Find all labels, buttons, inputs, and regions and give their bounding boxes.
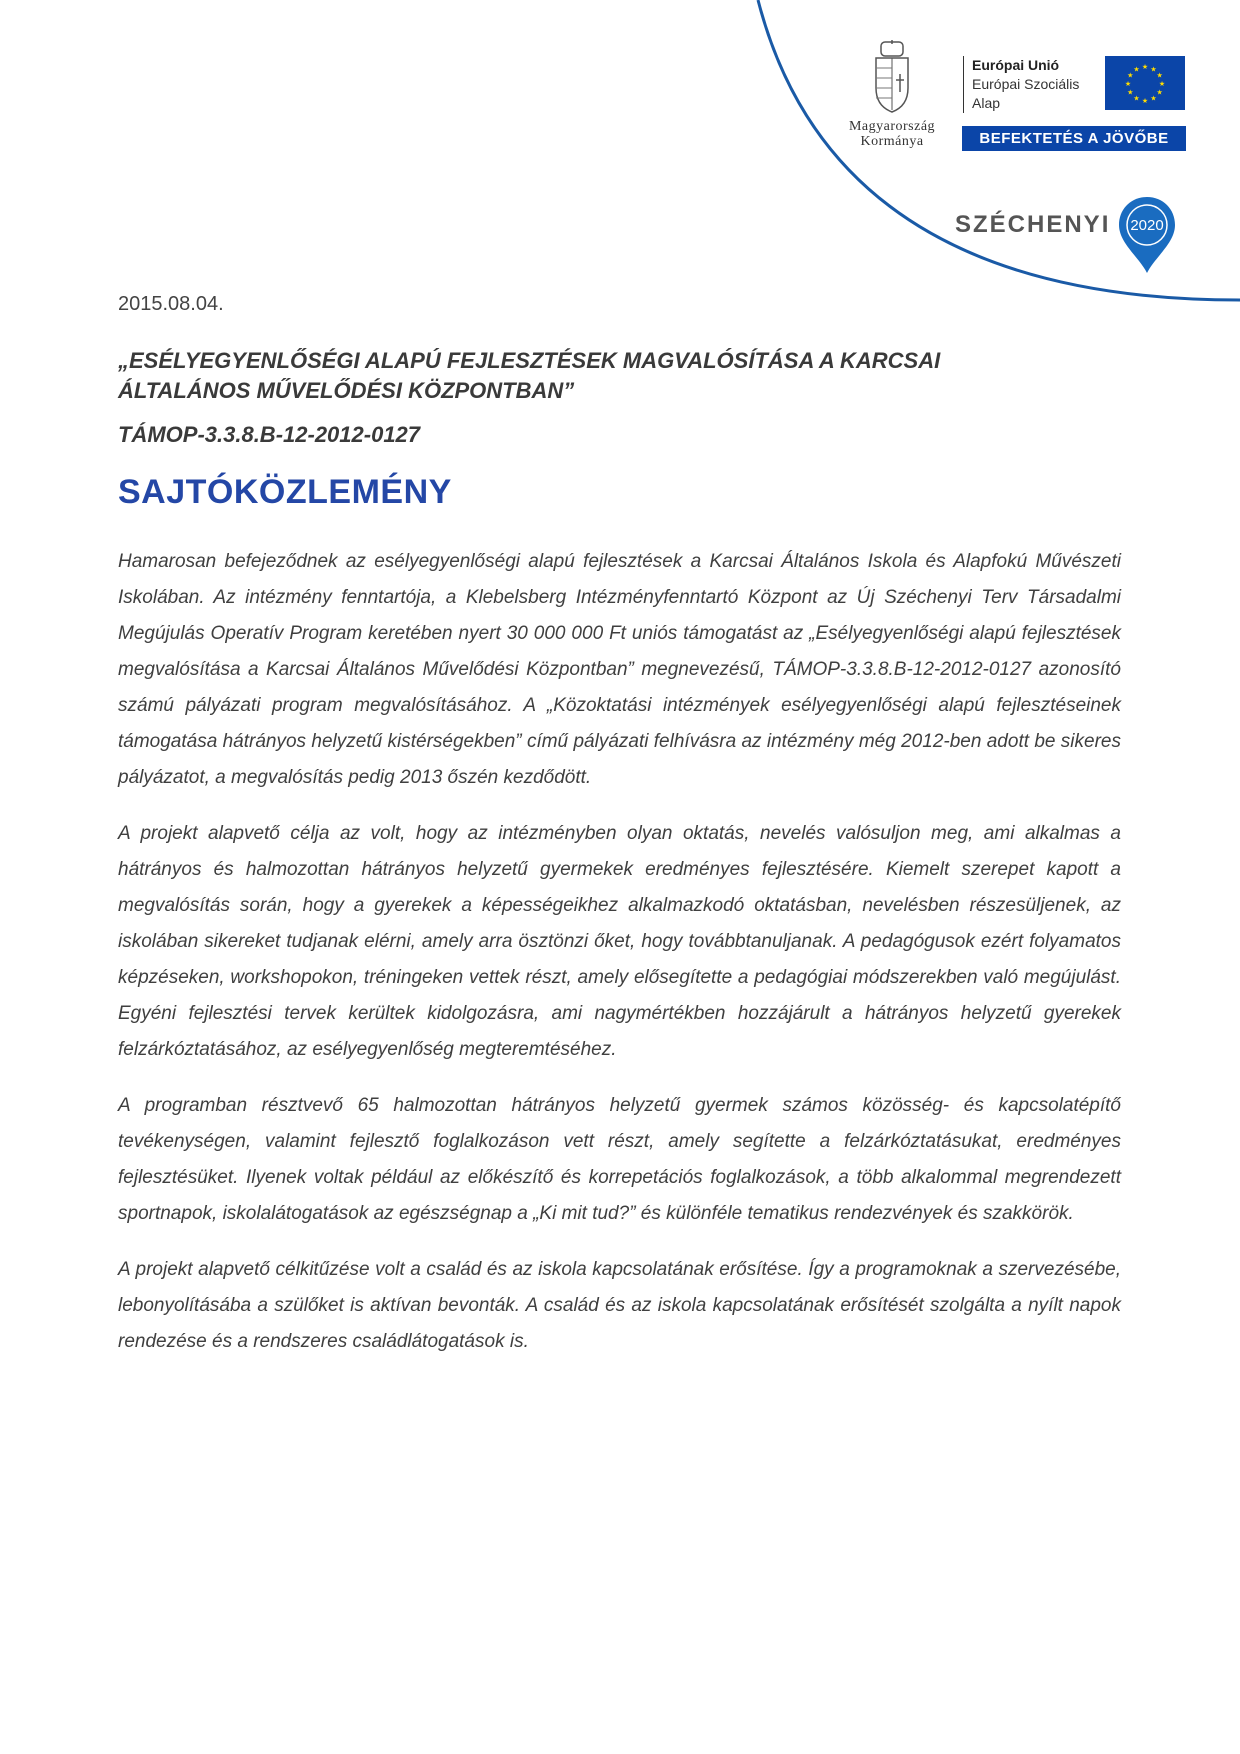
befektetes-banner: BEFEKTETÉS A JÖVŐBE [962, 126, 1186, 151]
eu-star: ★ [1156, 72, 1163, 80]
document-title [118, 346, 940, 406]
eu-star: ★ [1133, 95, 1140, 103]
eu-star: ★ [1150, 66, 1157, 74]
government-label-line1: Magyarország [848, 119, 936, 134]
government-label-line2: Kormánya [860, 134, 924, 149]
szechenyi-2020-pin-icon [1117, 195, 1177, 275]
government-logo [830, 40, 954, 149]
szechenyi-logo-text: SZÉCHENYI [955, 211, 1111, 238]
project-code: TÁMOP-3.3.8.B-12-2012-0127 [118, 422, 421, 447]
eu-star: ★ [1127, 72, 1134, 80]
eu-star: ★ [1133, 66, 1140, 74]
eu-star: ★ [1141, 64, 1149, 71]
coat-of-arms-icon [870, 40, 914, 114]
eu-label-line2: Európai Szociális [972, 76, 1080, 92]
eu-star: ★ [1150, 95, 1157, 103]
eu-flag-icon [1105, 56, 1185, 110]
eu-label-line1: Európai Unió [972, 57, 1060, 73]
title-line-1: „ESÉLYEGYENLŐSÉGI ALAPÚ FEJLESZTÉSEK MAGVALÓSÍTÁSA A KARCSAI [118, 348, 941, 373]
document-date: 2015.08.04. [118, 293, 224, 315]
eu-star: ★ [1124, 81, 1132, 88]
szechenyi-year: 2020 [1130, 217, 1164, 234]
eu-star: ★ [1156, 89, 1163, 97]
eu-label-line3: Alap [972, 95, 1001, 111]
paragraph-2: A projekt alapvető célja az volt, hogy az intézményben olyan oktatás, nevelés valósuljon meg, ami alkalmas a hátrányos és halmozottan hátrányos helyzetű gyermekek eredményes fejlesztésére. Kiemelt szerepet kapott a megvalósítás során, hogy a gyerekek a képességeikhez alkalmazkodó oktatásban, nevelésben részesüljenek, az iskolában sikereket tudjanak elérni, amely arra ösztönzi őket, hogy továbbtanuljanak. A pedagógusok ezért folyamatos képzéseken, workshopokon, tréningeken vettek részt, amely elősegítette a pedagógiai módszerekben való megújulást. Egyéni fejlesztési tervek kerültek kidolgozásra, ami nagymértékben hozzájárult a hátrányos helyzetű gyerekek felzárkóztatásához, az esélyegyenlőség megteremtéséhez. [118, 823, 1121, 1060]
document-body [118, 544, 1121, 1380]
eu-star: ★ [1158, 81, 1166, 88]
eu-star: ★ [1127, 89, 1134, 97]
paragraph-3: A programban résztvevő 65 halmozottan hátrányos helyzetű gyermek számos közösség- és kapcsolatépítő tevékenységen, valamint fejlesztő foglalkozáson vett részt, amely segítette a felzárkóztatásukat, eredményes fejlesztésüket. Ilyenek voltak például az előkészítő és korrepetációs foglalkozások, a több alkalommal megrendezett sportnapok, iskolalátogatások az egészségnap a „Ki mit tud?” és különféle tematikus rendezvények és szakkörök. [118, 1095, 1121, 1224]
eu-star: ★ [1141, 98, 1149, 105]
eu-text-block [963, 56, 1102, 113]
press-release-heading: SAJTÓKÖZLEMÉNY [118, 473, 452, 511]
header-arc [0, 0, 1240, 320]
title-line-2: ÁLTALÁNOS MŰVELŐDÉSI KÖZPONTBAN” [118, 378, 575, 403]
paragraph-1: Hamarosan befejeződnek az esélyegyenlőségi alapú fejlesztések a Karcsai Általános Iskola és Alapfokú Művészeti Iskolában. Az intézmény fenntartója, a Klebelsberg Intézményfenntartó Központ az Új Széchenyi Terv Társadalmi Megújulás Operatív Program keretében nyert 30 000 000 Ft uniós támogatást az „Esélyegyenlőségi alapú fejlesztések megvalósítása a Karcsai Általános Művelődési Központban” megnevezésű, TÁMOP-3.3.8.B-12-2012-0127 azonosító számú pályázati program megvalósításához. A „Közoktatási intézmények esélyegyenlőségi alapú fejlesztéseinek támogatása hátrányos helyzetű kistérségekben” című pályázati felhívásra az intézmény még 2012-ben adott be sikeres pályázatot, a megvalósítás pedig 2013 őszén kezdődött. [118, 551, 1121, 788]
paragraph-4: A projekt alapvető célkitűzése volt a család és az iskola kapcsolatának erősítése. Így a programoknak a szervezésébe, lebonyolításába a szülőket is aktívan bevonták. A család és az iskola kapcsolatának erősítését szolgálta a nyílt napok rendezése és a rendszeres családlátogatások is. [118, 1259, 1121, 1352]
